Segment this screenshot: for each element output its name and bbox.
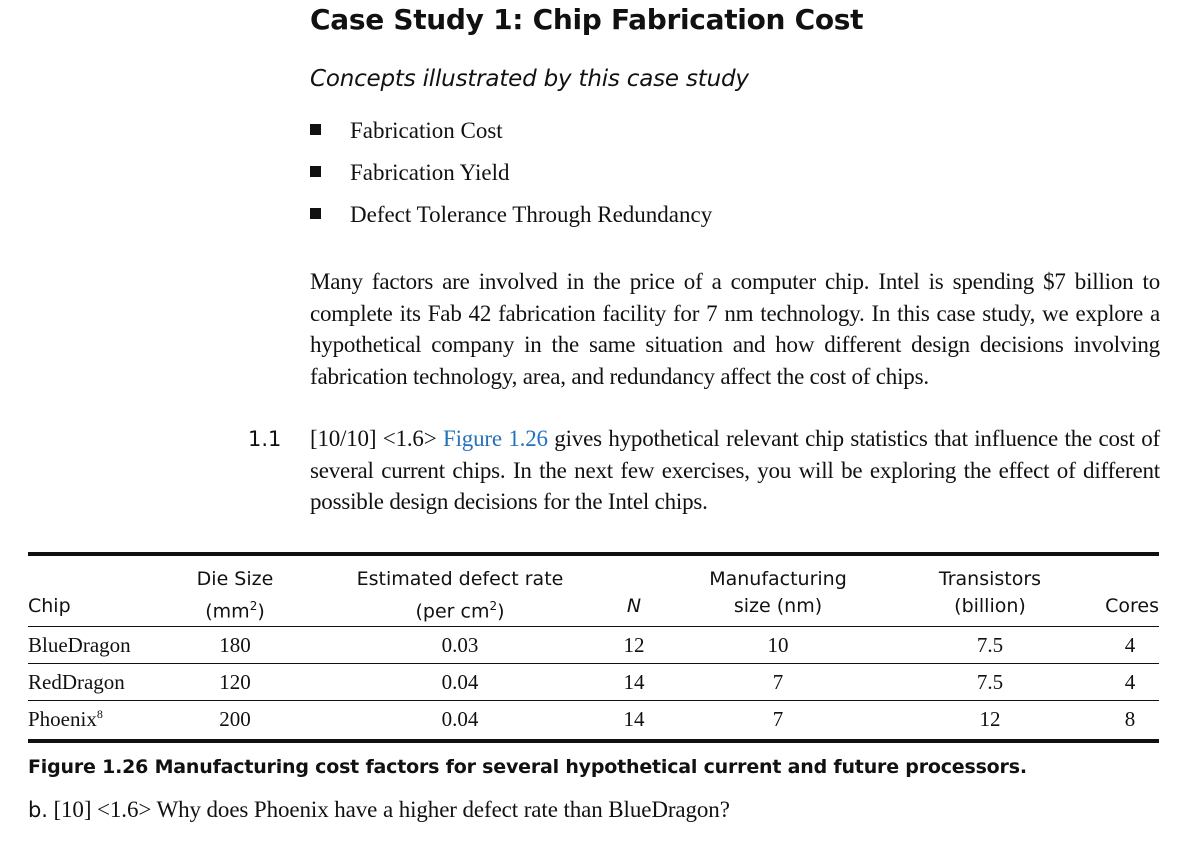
header-manufacturing: Manufacturing size (nm) — [709, 568, 847, 617]
table-cell-defect: 0.03 — [441, 633, 479, 657]
table-cell-n: 12 — [623, 633, 645, 657]
table-cell-cores: 4 — [1124, 670, 1136, 694]
header-defect-rate: Estimated defect rate (per $cm^2$) — [356, 568, 564, 623]
figure-caption — [28, 756, 1027, 778]
question-b — [28, 797, 730, 823]
concept-item — [310, 202, 712, 228]
table-cell-cores: 8 — [1124, 707, 1136, 731]
question-label: b. — [28, 798, 48, 822]
header-cores: Cores — [1105, 595, 1159, 617]
case-study-title: Case Study 1: Chip Fabrication Cost — [310, 3, 864, 36]
exercise-body: gives hypothetical relevant chip statistics that influence the cost of several current chips. In the next few exercises, you will be exploring the effect of different possible design decisions for the Intel chips. — [310, 426, 1160, 514]
caption-label: Figure 1.26 — [28, 756, 149, 778]
question-text: [10] <1.6> Why does Phoenix have a higher defect rate than BlueDragon? — [53, 797, 730, 822]
table-cell-transistors: 7.5 — [976, 670, 1004, 694]
table-cell-n: 14 — [623, 707, 645, 731]
table-cell-die: 180 — [219, 633, 251, 657]
table-cell-mfg: 7 — [772, 670, 784, 694]
table-header-rule — [28, 626, 1159, 627]
table-cell-mfg: 10 — [767, 633, 789, 657]
bullet-square-icon — [310, 208, 321, 219]
table-bottom-rule — [28, 739, 1159, 743]
table-cell-transistors: 12 — [979, 707, 1001, 731]
table-cell-chip: RedDragon — [28, 670, 125, 694]
header-transistors: Transistors (billion) — [938, 568, 1042, 617]
header-n: N — [626, 595, 642, 617]
table-cell-chip: BlueDragon — [28, 633, 131, 657]
table-cell-transistors: 7.5 — [976, 633, 1004, 657]
bullet-square-icon — [310, 124, 321, 135]
header-die-size: Die Size $(mm^2)$ — [196, 568, 274, 623]
concept-label: Fabrication Yield — [350, 160, 510, 185]
concept-label: Defect Tolerance Through Redundancy — [350, 202, 713, 227]
concept-item — [310, 160, 509, 186]
header-chip: Chip — [28, 595, 71, 617]
concept-item — [310, 118, 503, 144]
bullet-square-icon — [310, 166, 321, 177]
case-study-subtitle: Concepts illustrated by this case study — [310, 66, 749, 92]
table-row-rule — [28, 700, 1159, 701]
table-cell-defect: 0.04 — [441, 707, 479, 731]
intro-paragraph: Many factors are involved in the price of a computer chip. Intel is spending $7 billion to complete its Fab 42 fabrication facility for 7 nm technology. In this case study, we explore a hypothetical company in the same situation and how different design decisions involving fabrication technology, area, and redundancy affect the cost of chips. — [310, 269, 1160, 389]
figure-link[interactable]: Figure 1.26 — [443, 426, 548, 451]
table-top-rule — [28, 552, 1159, 556]
exercise-number: 1.1 — [248, 427, 282, 451]
concept-label: Fabrication Cost — [350, 118, 503, 143]
table-cell-die: 120 — [219, 670, 251, 694]
table-cell-cores: 4 — [1124, 633, 1136, 657]
table-cell-chip: Phoenix$^8$ — [28, 707, 103, 731]
table-cell-defect: 0.04 — [441, 670, 479, 694]
exercise-text — [310, 423, 1160, 518]
table-cell-die: 200 — [219, 707, 251, 731]
table-cell-n: 14 — [623, 670, 645, 694]
exercise-prefix: [10/10] <1.6> — [310, 426, 437, 451]
table-cell-mfg: 7 — [772, 707, 784, 731]
table-row-rule — [28, 663, 1159, 664]
caption-text: Manufacturing cost factors for several hypothetical current and future processors. — [154, 756, 1027, 778]
